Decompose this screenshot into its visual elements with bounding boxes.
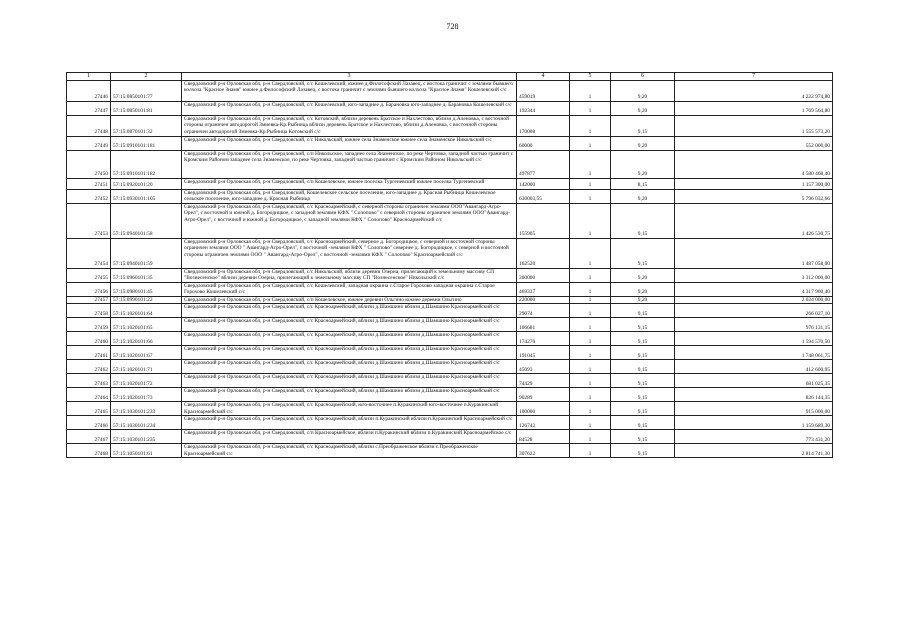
cadastral-number: 57:15:0960101:35 [111,268,182,282]
count-value: 1 [570,203,611,238]
count-value: 1 [570,150,611,178]
record-id: 27447 [67,101,111,115]
cadastral-table [66,72,833,458]
area-value: 45093 [517,360,570,374]
location-description: Свердловский р-н Орловская обл, р-н Свердловский, с/с Красноармейский, вблизи п.Куракинский вблизи п.Куракинский Красноармейский с/с [182,416,517,430]
cadastral-number: 57:15:1020101:72 [111,374,182,388]
location-description: Свердловский р-н Орловская обл, р-н Свердловский, с/с Красноармейский, вблизи д.Шамшино вблизи д.Шамшино Красноармейский с/с [182,374,517,388]
count-value: 1 [570,402,611,416]
table-row [67,346,833,360]
table-row [67,296,833,304]
location-description: Свердловский р-н Орловская обл, р-н Свердловский, с/с Красноармейский, вблизи д.Шамшино вблизи д.Шамшино Красноармейский с/с [182,332,517,346]
rate-value: 9,15 [611,346,675,360]
record-id: 27456 [67,282,111,296]
rate-value: 9,20 [611,268,675,282]
count-value: 1 [570,115,611,136]
record-id: 27455 [67,268,111,282]
area-value: 307622 [517,444,570,458]
location-description: Свердловский р-н Орловская обл, р-н Свердловский, с/с Никольский, вблизи деревни Озерна, прилегающий к земельному массиву СП "Вознесенское" вблизи деревни Озерна, прилегающий к земельному массиву СП "Вознесенское" Никольский с/с [182,268,517,282]
cadastral-number: 57:15:1020101:64 [111,304,182,318]
record-id: 27450 [67,150,111,178]
record-id: 27464 [67,388,111,402]
rate-value: 9,15 [611,203,675,238]
cadastral-value: 773 431,20 [675,430,833,444]
rate-value: 9,20 [611,80,675,101]
count-value: 1 [570,430,611,444]
table-row [67,101,833,115]
count-value: 1 [570,374,611,388]
rate-value: 9,15 [611,444,675,458]
rate-value: 9,15 [611,360,675,374]
header-cell: 4 [517,73,570,81]
cadastral-number: 57:15:0920101:20 [111,178,182,189]
rate-value: 9,15 [611,416,675,430]
cadastral-value: 266 027,10 [675,304,833,318]
cadastral-value: 1 426 530,75 [675,203,833,238]
record-id: 27461 [67,346,111,360]
record-id: 27468 [67,444,111,458]
location-description: Свердловский р-н Орловская обл, р-н Свердловский, с/с Красноармейский, северное д. Богородицкое, с северной и восточной стороны ограничен землями ООО " Авангард-Агро-Орел", с восточной -землями КФХ " Солопово" севернее д. Богородицкое, с северной и восточной стороны ограничен землями ООО " Авангард-Агро-Орел", с восточной -землями КФХ " Солопово" Красноармейский с/с [182,238,517,268]
cadastral-number: 57:15:0850101:77 [111,80,182,101]
area-value: 74429 [517,374,570,388]
area-value: 29074 [517,304,570,318]
count-value: 1 [570,360,611,374]
count-value: 1 [570,282,611,296]
cadastral-number: 57:15:0940101:59 [111,238,182,268]
location-description: Свердловский р-н Орловская обл, р-н Свердловский, с/с Красноармейский, вблизи с.Преображенское вблизи с.Преображенское Красноармейский с/с [182,444,517,458]
record-id: 27454 [67,238,111,268]
area-value: 106681 [517,318,570,332]
cadastral-value: 1 594 570,50 [675,332,833,346]
rate-value: 9,20 [611,136,675,150]
location-description: Свердловский р-н Орловская обл, р-н Свердловский, с/с Красноармейский, вблизи д.Шамшино вблизи д.Шамшино Красноармейский с/с [182,346,517,360]
header-cell: 6 [611,73,675,81]
header-cell: 5 [570,73,611,81]
cadastral-value: 412 600,95 [675,360,833,374]
count-value: 1 [570,178,611,189]
location-description: Свердловский р-н Орловская обл, р-н Свердловский, с/с Кошелевский, южнее д.Философский Лазавец, с востока граничит с землями бывшего колхоза "Красное Знамя" южнее д.Философский Лазавец, с востока граничит с землями бывшего колхоза "Красное Знамя" Кошелевский с/с [182,80,517,101]
table-row [67,136,833,150]
cadastral-value: 1 769 564,80 [675,101,833,115]
header-cell: 2 [111,73,182,81]
table-row [67,282,833,296]
count-value: 1 [570,80,611,101]
record-id: 27462 [67,360,111,374]
table-row [67,374,833,388]
cadastral-number: 57:15:1020101:66 [111,332,182,346]
count-value: 1 [570,346,611,360]
area-value: 142000 [517,178,570,189]
rate-value: 9,15 [611,304,675,318]
cadastral-number: 57:15:0910101:181 [111,136,182,150]
rate-value: 9,20 [611,101,675,115]
table-row [67,402,833,416]
cadastral-value: 552 000,00 [675,136,833,150]
area-value: 90289 [517,388,570,402]
area-value: 174270 [517,332,570,346]
area-value: 60000 [517,136,570,150]
table-row [67,178,833,189]
table-row [67,115,833,136]
table-row [67,388,833,402]
cadastral-number: 57:15:1030101:235 [111,430,182,444]
cadastral-number: 57:15:0940101:58 [111,203,182,238]
location-description: Свердловский р-н Орловская обл, р-н Свердловский, с/п Красноармейское, вблизи п.Куракинский вблизи п.Куракинский Красноармейское с/с [182,430,517,444]
area-value: 360000 [517,268,570,282]
location-description: Свердловский р-н Орловская обл, р-н Свердловский, с/с Красноармейский, вблизи д.Шамшино вблизи д.Шамшино Красноармейский с/с [182,360,517,374]
table-row [67,203,833,238]
cadastral-value: 2 814 741,30 [675,444,833,458]
location-description: Свердловский р-н Орловская обл, р-н Свердловский, с/п Кошелевское, южнее деревни Ольгино южнее деревни Ольгино [182,296,517,304]
area-value: 100000 [517,402,570,416]
count-value: 1 [570,332,611,346]
cadastral-number: 57:15:0990101:22 [111,296,182,304]
record-id: 27458 [67,304,111,318]
location-description: Свердловский р-н Орловская обл, р-н Свердловский, с/с Красноармейский, вблизи д.Шамшино вблизи д.Шамшино Красноармейский с/с [182,388,517,402]
count-value: 1 [570,388,611,402]
count-value: 1 [570,101,611,115]
cadastral-value: 4 222 974,80 [675,80,833,101]
rate-value: 9,15 [611,332,675,346]
table-row [67,238,833,268]
table-row [67,444,833,458]
record-id: 27449 [67,136,111,150]
header-cell: 3 [182,73,517,81]
area-value: 162520 [517,238,570,268]
cadastral-value: 3 312 000,00 [675,268,833,282]
cadastral-number: 57:15:1020101:65 [111,318,182,332]
record-id: 27452 [67,189,111,203]
rate-value: 9,15 [611,430,675,444]
area-value: 191045 [517,346,570,360]
location-description: Свердловский р-н Орловская обл, р-н Свердловский, с/с Красноармейский, вблизи д.Шамшино вблизи д.Шамшино Красноармейский с/с [182,318,517,332]
rate-value: 9,15 [611,388,675,402]
table-row [67,189,833,203]
area-value: 170008 [517,115,570,136]
table-row [67,332,833,346]
cadastral-number: 57:15:1020101:67 [111,346,182,360]
cadastral-number: 57:15:0930101:105 [111,189,182,203]
location-description: Свердловский р-н Орловская обл, р-н Свердловский, с/с Никольский, южнее села Знаменское южнее села Знаменское Никольский с/с [182,136,517,150]
cadastral-value: 1 487 058,00 [675,238,833,268]
record-id: 27453 [67,203,111,238]
table-row [67,150,833,178]
record-id: 27457 [67,296,111,304]
cadastral-number: 57:15:1030101:234 [111,416,182,430]
area-value: 469337 [517,282,570,296]
cadastral-value: 915 000,00 [675,402,833,416]
record-id: 27459 [67,318,111,332]
cadastral-value: 4 317 900,40 [675,282,833,296]
cadastral-value: 1 157 300,00 [675,178,833,189]
header-cell: 7 [675,73,833,81]
count-value: 1 [570,268,611,282]
record-id: 27463 [67,374,111,388]
cadastral-number: 57:15:0980101:45 [111,282,182,296]
rate-value: 8,15 [611,178,675,189]
location-description: Свердловский р-н Орловская обл, р-н Свердловский, с/с Красноармейский, с северной стороны ограничен землями ООО"Авангард-Агро-Орел", с восточной и южной д. Богородицкое, с западной землями КФХ " Солопово" с северной стороны ограничен землями ООО"Авангард-Агро-Орел", с восточной и южной д. Богородицкое, с западной землями КФХ " Солопово" Красноармейский с/с [182,203,517,238]
header-row [67,73,833,81]
area-value: 459019 [517,80,570,101]
rate-value: 9,15 [611,115,675,136]
rate-value: 9,20 [611,189,675,203]
area-value: 155905 [517,203,570,238]
record-id: 27446 [67,80,111,101]
cadastral-value: 1 748 061,75 [675,346,833,360]
area-value: 220000 [517,296,570,304]
page-number: 728 [446,22,459,31]
location-description: Свердловский р-н Орловская обл, р-н Свердловский, с/с Красноармейский, вблизи д.Шамшино вблизи д.Шамшино Красноармейский с/с [182,304,517,318]
area-value: 192344 [517,101,570,115]
cadastral-value: 2 024 000,00 [675,296,833,304]
cadastral-value: 4 580 468,40 [675,150,833,178]
rate-value: 9,20 [611,296,675,304]
cadastral-value: 1 159 689,30 [675,416,833,430]
count-value: 1 [570,416,611,430]
area-value: 630003,55 [517,189,570,203]
cadastral-number: 57:15:1020101:71 [111,360,182,374]
table-row [67,416,833,430]
location-description: Свердловский р-н Орловская обл, р-н Свердловский, с/с Котовский, вблизи деревень Братское и Нахлестово, вблизи д.Аленовка, с восточной стороны ограничен автодорогой Змиевка-Кр.Рыбница вблизи деревень Братское и Нахлестово, вблизи д.Аленовка, с восточной стороны ограничен автодорогой Змиевка-Кр.Рыбница Котовский с/с [182,115,517,136]
location-description: Свердловский р-н Орловская обл, р-н Свердловский, с/п Никольское, западнее села Знаменское, по реке Чертовка, западной частью граничит с Кромским Районом западнее села Знаменское, по реке Чертовка, западной частью граничит с Кромским Районом Никольский с/с [182,150,517,178]
location-description: Свердловский р-н Орловская обл, р-н Свердловский, с/с Кошелевский, западная окраина с.Старое Горохово западная окраина с.Старое Горохово Кошелевский с/с [182,282,517,296]
cadastral-number: 57:15:1030101:233 [111,402,182,416]
table-row [67,268,833,282]
location-description: Свердловский р-н Орловская обл, р-н Свердловский, с/с Кошелевский, юго-западнее д. Барановка юго-западнее д. Барановка Кошелевский с/с [182,101,517,115]
rate-value: 9,20 [611,282,675,296]
count-value: 1 [570,444,611,458]
record-id: 27460 [67,332,111,346]
area-value: 126742 [517,416,570,430]
cadastral-number: 57:15:0870101:32 [111,115,182,136]
rate-value: 9,20 [611,150,675,178]
record-id: 27451 [67,178,111,189]
count-value: 1 [570,304,611,318]
table-row [67,80,833,101]
cadastral-number: 57:15:1050101:61 [111,444,182,458]
area-value: 84528 [517,430,570,444]
cadastral-number: 57:15:0850101:81 [111,101,182,115]
location-description: Свердловский р-н Орловская обл, р-н Свердловский, с/с Красноармейский, юго-восточнее п.Куракинский юго-восточнее п.Куракинский Красноармейский с/с [182,402,517,416]
count-value: 1 [570,189,611,203]
location-description: Свердловский р-н Орловская обл, р-н Свердловский, с/п Кошелевское, южнее поселка Тургеневский южнее поселка Тургеневский [182,178,517,189]
header-cell: 1 [67,73,111,81]
count-value: 1 [570,296,611,304]
cadastral-value: 826 144,35 [675,388,833,402]
cadastral-value: 1 555 573,20 [675,115,833,136]
count-value: 1 [570,136,611,150]
area-value: 497877 [517,150,570,178]
table-row [67,304,833,318]
rate-value: 9,15 [611,374,675,388]
rate-value: 9,15 [611,318,675,332]
record-id: 27467 [67,430,111,444]
rate-value: 9,15 [611,402,675,416]
record-id: 27466 [67,416,111,430]
table-row [67,360,833,374]
location-description: Свердловский р-н Орловская обл, р-н Свердловский, Кошелевское сельское поселение, юго-западнее д. Красная Рыбница Кошелевское сельское поселение, юго-западнее д. Красная Рыбница [182,189,517,203]
table-row [67,430,833,444]
cadastral-value: 5 796 032,66 [675,189,833,203]
table-row [67,318,833,332]
cadastral-number: 57:15:0910101:182 [111,150,182,178]
rate-value: 9,15 [611,238,675,268]
count-value: 1 [570,238,611,268]
count-value: 1 [570,318,611,332]
record-id: 27465 [67,402,111,416]
cadastral-value: 976 131,15 [675,318,833,332]
cadastral-value: 681 025,35 [675,374,833,388]
cadastral-number: 57:15:1020101:73 [111,388,182,402]
record-id: 27448 [67,115,111,136]
